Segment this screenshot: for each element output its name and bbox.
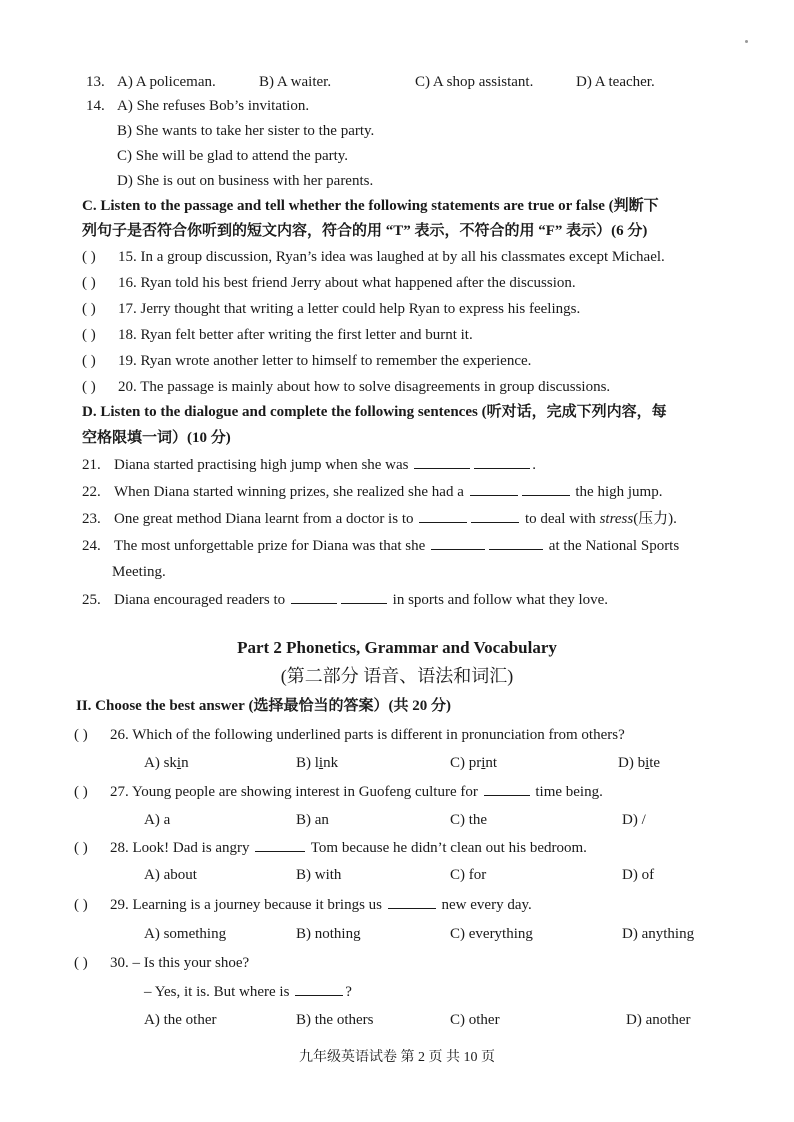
- q27-option-d: D) /: [622, 812, 646, 828]
- q26-option-c: C) print: [450, 755, 498, 771]
- answer-blank[interactable]: [470, 481, 518, 496]
- q27-option-a: A) a: [144, 812, 171, 828]
- part2-title: Part 2 Phonetics, Grammar and Vocabulary: [237, 638, 557, 657]
- answer-blank[interactable]: [388, 894, 436, 909]
- q14-option-c: C) She will be glad to attend the party.: [117, 148, 349, 164]
- q29-option-b: B) nothing: [296, 926, 361, 942]
- q30-option-a: A) the other: [144, 1012, 217, 1028]
- section-c-heading: C. Listen to the passage and tell whether the following statements are true or false (判断下: [82, 198, 659, 214]
- q26-option-d: D) bite: [618, 755, 661, 771]
- q13-option-c: C) A shop assistant.: [415, 74, 534, 90]
- answer-blank[interactable]: [474, 454, 530, 469]
- q29-option-c: C) everything: [450, 926, 533, 942]
- tf-item: ( ) 20. The passage is mainly about how to solve disagreements in group discussions.: [82, 379, 611, 395]
- question-28: ( ) 28. Look! Dad is angry Tom because he didn’t clean out his bedroom.: [74, 837, 587, 858]
- tf-item: ( ) 17. Jerry thought that writing a letter could help Ryan to express his feelings.: [82, 301, 581, 317]
- section-c-heading-line2: 列句子是否符合你听到的短文内容，符合的用 “T” 表示，不符合的用 “F” 表示）(6 分): [82, 223, 648, 239]
- tf-item: ( ) 16. Ryan told his best friend Jerry about what happened after the discussion.: [82, 275, 576, 291]
- question-29: ( ) 29. Learning is a journey because it brings us new every day.: [74, 894, 532, 915]
- q27-option-b: B) an: [296, 812, 329, 828]
- section-d-heading: D. Listen to the dialogue and complete the following sentences (听对话，完成下列内容，每: [82, 404, 667, 420]
- q13-option-b: B) A waiter.: [259, 74, 332, 90]
- q30-option-c: C) other: [450, 1012, 500, 1028]
- question-23: 23. One great method Diana learnt from a doctor is to to deal with stress(压力).: [82, 508, 677, 529]
- section-ii-heading: II. Choose the best answer (选择最恰当的答案）(共 20 分): [76, 698, 451, 714]
- q28-option-a: A) about: [144, 867, 197, 883]
- q14-option-b: B) She wants to take her sister to the party.: [117, 123, 375, 139]
- q13-option-a: A) A policeman.: [117, 74, 216, 90]
- answer-bracket[interactable]: ( ): [74, 840, 88, 856]
- answer-bracket[interactable]: ( ): [74, 727, 88, 743]
- question-25: 25. Diana encouraged readers to in sports and follow what they love.: [82, 589, 608, 610]
- q28-option-d: D) of: [622, 867, 655, 883]
- question-22: 22. When Diana started winning prizes, she realized she had a the high jump.: [82, 481, 662, 502]
- answer-bracket[interactable]: ( ): [74, 784, 88, 800]
- answer-blank[interactable]: [291, 589, 337, 604]
- part2-subtitle: (第二部分 语音、语法和词汇): [280, 666, 514, 686]
- question-24: 24. The most unforgettable prize for Diana was that she at the National Sports: [82, 535, 679, 556]
- question-26: ( ) 26. Which of the following underlined parts is different in pronunciation from others?: [74, 727, 625, 743]
- q14-option-a: A) She refuses Bob’s invitation.: [117, 98, 310, 114]
- answer-blank[interactable]: [431, 535, 485, 550]
- question-30-reply: – Yes, it is. But where is ?: [144, 981, 352, 1002]
- q30-option-b: B) the others: [296, 1012, 374, 1028]
- answer-blank[interactable]: [471, 508, 519, 523]
- scan-speck: [745, 40, 748, 43]
- question-21: 21. Diana started practising high jump when she was .: [82, 454, 536, 475]
- answer-blank[interactable]: [295, 981, 343, 996]
- question-14-number: 14.: [86, 98, 105, 114]
- answer-bracket[interactable]: ( ): [74, 955, 88, 971]
- q14-option-d: D) She is out on business with her parents.: [117, 173, 374, 189]
- q13-option-d: D) A teacher.: [576, 74, 655, 90]
- tf-item: ( ) 18. Ryan felt better after writing the first letter and burnt it.: [82, 327, 473, 343]
- tf-item: ( ) 15. In a group discussion, Ryan’s idea was laughed at by all his classmates except Michael.: [82, 249, 665, 265]
- answer-bracket[interactable]: ( ): [82, 275, 96, 291]
- q28-option-c: C) for: [450, 867, 487, 883]
- question-24-line2: Meeting.: [112, 564, 166, 580]
- q30-option-d: D) another: [626, 1012, 691, 1028]
- q27-option-c: C) the: [450, 812, 488, 828]
- answer-blank[interactable]: [255, 837, 305, 852]
- answer-blank[interactable]: [341, 589, 387, 604]
- question-27: ( ) 27. Young people are showing interest in Guofeng culture for time being.: [74, 781, 603, 802]
- answer-blank[interactable]: [484, 781, 530, 796]
- answer-blank[interactable]: [419, 508, 467, 523]
- answer-blank[interactable]: [522, 481, 570, 496]
- answer-blank[interactable]: [489, 535, 543, 550]
- tf-item: ( ) 19. Ryan wrote another letter to himself to remember the experience.: [82, 353, 532, 369]
- q28-option-b: B) with: [296, 867, 342, 883]
- q29-option-d: D) anything: [622, 926, 695, 942]
- answer-blank[interactable]: [414, 454, 470, 469]
- answer-bracket[interactable]: ( ): [82, 249, 96, 265]
- q26-option-b: B) link: [296, 755, 339, 771]
- page-footer: 九年级英语试卷 第 2 页 共 10 页: [299, 1050, 495, 1065]
- answer-bracket[interactable]: ( ): [74, 897, 88, 913]
- section-d-heading-line2: 空格限填一词）(10 分): [82, 430, 231, 446]
- question-30: ( ) 30. – Is this your shoe?: [74, 955, 250, 971]
- q26-option-a: A) skin: [144, 755, 189, 771]
- question-13: 13.: [86, 74, 105, 90]
- answer-bracket[interactable]: ( ): [82, 379, 96, 395]
- answer-bracket[interactable]: ( ): [82, 327, 96, 343]
- q29-option-a: A) something: [144, 926, 227, 942]
- answer-bracket[interactable]: ( ): [82, 353, 96, 369]
- answer-bracket[interactable]: ( ): [82, 301, 96, 317]
